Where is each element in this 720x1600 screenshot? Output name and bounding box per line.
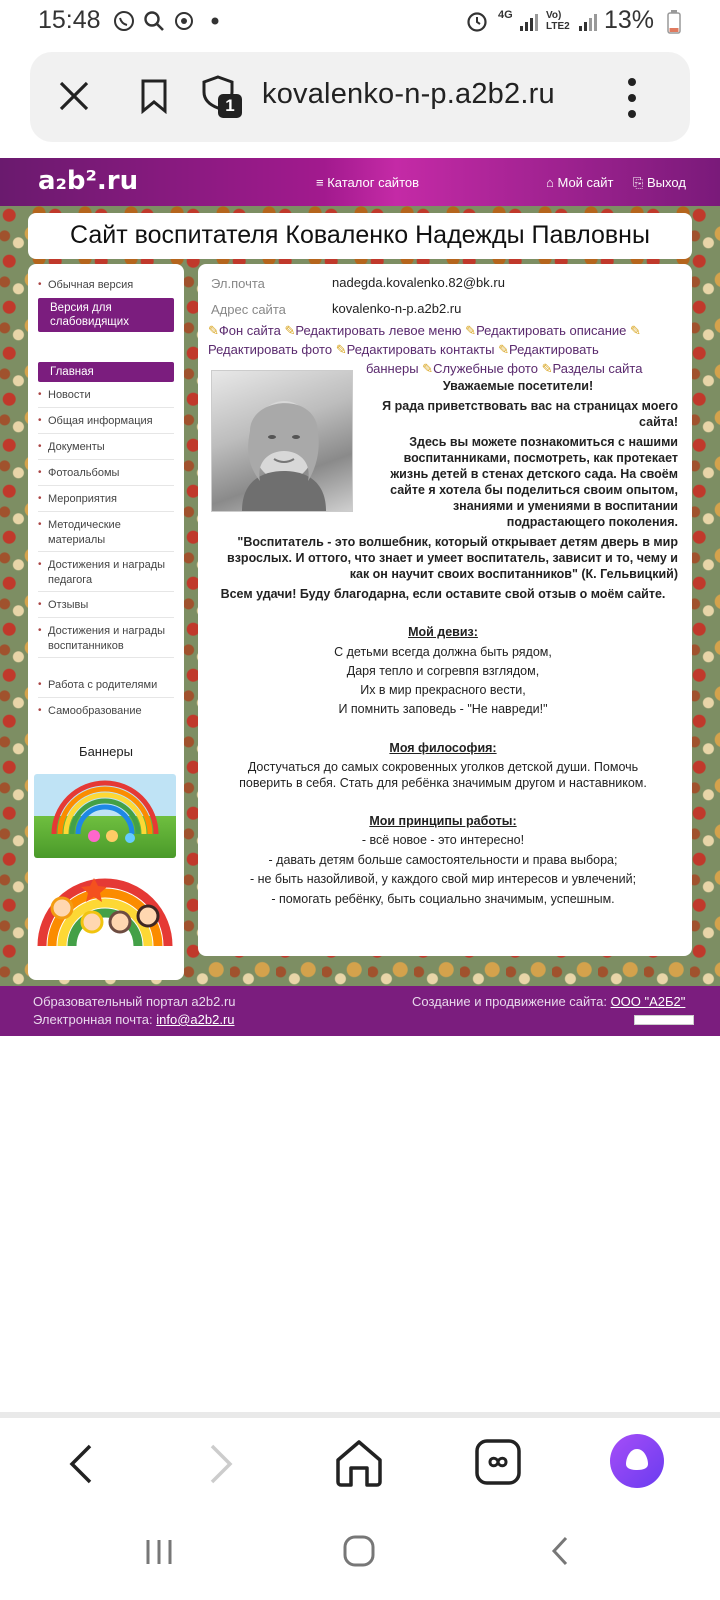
- version-visually-impaired-button[interactable]: Версия для слабовидящих: [38, 298, 174, 332]
- browser-url-bar: [30, 52, 690, 142]
- quote-line-2: взрослых. И оттого, что знает и умеет воспитатель, зависит и то, чему и: [227, 551, 678, 565]
- philosophy-line-2: поверить в себя. Стать для ребёнка значимым другом и наставником.: [239, 776, 647, 790]
- sync-icon: [173, 10, 195, 32]
- intro-line-1: Здесь вы можете познакомиться с нашими: [409, 435, 678, 449]
- pencil-icon: ✎: [630, 323, 641, 338]
- logout-link[interactable]: [633, 175, 686, 191]
- search-icon: [143, 10, 165, 32]
- sidebar-item-general-info[interactable]: • Общая информация: [38, 414, 174, 434]
- signal-icon: [519, 12, 539, 32]
- philosophy-title: Моя философия:: [389, 741, 497, 755]
- principle-line: - помогать ребёнку, быть социально значимым, успешным.: [271, 892, 615, 906]
- footer-counter-badge[interactable]: [634, 1015, 694, 1025]
- url-text[interactable]: kovalenko-n-p.a2b2.ru: [262, 78, 555, 110]
- recent-apps-icon[interactable]: [144, 1536, 174, 1568]
- edit-links-row-3: [366, 359, 686, 378]
- footer-creation-row: [412, 994, 685, 1009]
- edit-links: [208, 321, 688, 359]
- rainbow-kids-banner-icon: [34, 774, 176, 858]
- edit-photo-link[interactable]: Редактировать фото: [208, 342, 333, 357]
- alice-assistant-button[interactable]: [610, 1434, 664, 1488]
- pencil-icon: ✎: [284, 323, 296, 338]
- pencil-icon: ✎: [422, 361, 434, 376]
- logout-icon: ⎘: [633, 175, 648, 190]
- motto-title: Мой девиз:: [408, 625, 478, 639]
- page-title-box: [28, 213, 692, 259]
- site-logo[interactable]: a₂b².ru: [38, 166, 139, 196]
- home-icon: ⌂: [546, 175, 558, 190]
- back-icon[interactable]: [66, 1442, 96, 1486]
- edit-left-menu-link[interactable]: Редактировать левое меню: [295, 323, 462, 338]
- philosophy-line-1: Достучаться до самых сокровенных уголков детской души. Помочь: [247, 760, 639, 774]
- alarm-icon: [464, 8, 490, 34]
- close-icon[interactable]: [58, 80, 90, 112]
- edit-contacts-link[interactable]: Редактировать контакты: [346, 342, 495, 357]
- welcome-line-2: сайта!: [639, 415, 678, 429]
- sidebar-item-parents[interactable]: • Работа с родителями: [38, 678, 174, 698]
- home-icon[interactable]: [334, 1438, 384, 1488]
- home-nav-icon[interactable]: [342, 1534, 376, 1568]
- intro-line-2: воспитанниками, посмотреть, как протекает: [403, 451, 678, 465]
- motto-line: Даря тепло и согревпя взглядом,: [346, 664, 540, 678]
- whatsapp-icon: [113, 10, 135, 32]
- back-nav-icon[interactable]: [548, 1534, 572, 1568]
- browser-bottom-nav: [0, 1412, 720, 1522]
- sidebar-item-events[interactable]: • Мероприятия: [38, 492, 174, 512]
- quote-line-1: "Воспитатель - это волшебник, который открывает детям дверь в мир: [237, 535, 678, 549]
- site-label: Адрес сайта: [211, 302, 286, 317]
- banner-2[interactable]: [34, 864, 176, 946]
- quote-line-3: как он научит своих воспитанников" (К. Гельвицкий): [349, 567, 678, 581]
- sidebar-item-documents[interactable]: • Документы: [38, 440, 174, 460]
- system-nav-bar: [0, 1522, 720, 1600]
- sidebar-item-photo-albums[interactable]: • Фотоальбомы: [38, 466, 174, 486]
- catalog-link[interactable]: [316, 175, 419, 190]
- pencil-icon: ✎: [208, 323, 219, 338]
- footer-company-link[interactable]: ООО "А2Б2": [610, 994, 686, 1009]
- sidebar-item-teacher-awards[interactable]: • Достижения и награды педагога: [38, 558, 174, 592]
- battery-percent: 13%: [604, 6, 655, 34]
- sidebar-item-self-education[interactable]: • Самообразование: [38, 704, 174, 719]
- my-site-label: Мой сайт: [557, 175, 614, 190]
- edit-banners-link-a[interactable]: Редактировать: [508, 342, 599, 357]
- pencil-icon: ✎: [541, 361, 553, 376]
- pencil-icon: ✎: [498, 342, 509, 357]
- rainbow-children-icon: [34, 864, 176, 946]
- wish-line: Всем удачи! Буду благодарна, если оставите свой отзыв о моём сайте.: [220, 587, 666, 601]
- greeting: Уважаемые посетители!: [442, 379, 594, 393]
- footer-email-row: [33, 1012, 235, 1027]
- alice-icon: [610, 1434, 664, 1488]
- intro-line-6: подрастающего поколения.: [506, 515, 678, 529]
- battery-icon: [667, 10, 681, 34]
- principle-line: - не быть назойливой, у каждого свой мир интересов и увлечений;: [249, 872, 637, 886]
- sidebar-item-reviews[interactable]: • Отзывы: [38, 598, 174, 618]
- email-label: Эл.почта: [211, 276, 265, 291]
- network-type-4g: 4G: [498, 9, 513, 21]
- network-type-lte: Vo) LTE2: [546, 10, 570, 32]
- footer-email-label: Электронная почта:: [33, 1012, 153, 1027]
- footer-email-link[interactable]: info@a2b2.ru: [156, 1012, 235, 1027]
- sidebar: [28, 264, 184, 980]
- edit-description-link[interactable]: Редактировать описание: [476, 323, 627, 338]
- footer-creation-label: Создание и продвижение сайта:: [412, 994, 607, 1009]
- banners-title: Баннеры: [79, 744, 133, 759]
- principle-line: - давать детям больше самостоятельности и права выбора;: [268, 853, 618, 867]
- intro-line-3: жизнь детей в стенах детского сада. На своём: [390, 467, 678, 481]
- principles-title: Мои принципы работы:: [369, 814, 517, 828]
- site-footer: [0, 986, 720, 1036]
- intro-line-4: сайте я хотела бы поделиться своим опытом,: [390, 483, 678, 497]
- pencil-icon: ✎: [335, 342, 347, 357]
- principle-line: - всё новое - это интересно!: [361, 833, 525, 847]
- motto-line: И помнить заповедь - "Не навреди!": [338, 702, 548, 716]
- portrait-image: [212, 371, 352, 511]
- tab-count-badge: 1: [218, 94, 242, 118]
- more-menu-icon[interactable]: [624, 76, 640, 120]
- dot-icon: [211, 17, 219, 25]
- site-security-button[interactable]: [200, 74, 246, 120]
- site-value[interactable]: kovalenko-n-p.a2b2.ru: [332, 301, 462, 316]
- edit-bg-link[interactable]: Фон сайта: [218, 323, 281, 338]
- intro-line-5: знаниями и умениями в воспитании: [452, 499, 678, 513]
- motto-line: С детьми всегда должна быть рядом,: [334, 645, 552, 659]
- logout-label: Выход: [647, 175, 686, 190]
- catalog-label: Каталог сайтов: [327, 175, 420, 190]
- bookmark-icon[interactable]: [140, 78, 168, 114]
- forward-icon[interactable]: [206, 1442, 236, 1486]
- main-content: [198, 264, 692, 956]
- pencil-icon: ✎: [465, 323, 477, 338]
- sidebar-item-news[interactable]: • Новости: [38, 388, 174, 408]
- banner-1[interactable]: [34, 774, 176, 858]
- sidebar-item-methodical[interactable]: • Методические материалы: [38, 518, 174, 552]
- status-time: 15:48: [38, 6, 101, 34]
- version-normal-link[interactable]: • Обычная версия: [38, 278, 174, 293]
- email-value[interactable]: nadegda.kovalenko.82@bk.ru: [332, 275, 505, 290]
- service-photo-link[interactable]: Служебные фото: [433, 361, 538, 376]
- footer-portal: Образовательный портал a2b2.ru: [33, 994, 236, 1009]
- status-bar: [0, 0, 720, 44]
- site-header: [0, 158, 720, 206]
- tabs-icon[interactable]: [474, 1438, 522, 1486]
- sections-link[interactable]: Разделы сайта: [552, 361, 643, 376]
- signal-2-icon: [578, 12, 598, 32]
- page-title: Сайт воспитателя Коваленко Надежды Павловны: [70, 221, 650, 249]
- edit-banners-link-b[interactable]: баннеры: [366, 361, 419, 376]
- sidebar-item-pupil-awards[interactable]: • Достижения и награды воспитанников: [38, 624, 174, 658]
- menu-icon: ≡: [316, 175, 328, 190]
- sidebar-item-main[interactable]: Главная: [38, 362, 174, 382]
- teacher-photo: [211, 370, 353, 512]
- motto-line: Их в мир прекрасного вести,: [360, 683, 526, 697]
- my-site-link[interactable]: [546, 175, 614, 190]
- welcome-line-1: Я рада приветствовать вас на страницах моего: [382, 399, 678, 413]
